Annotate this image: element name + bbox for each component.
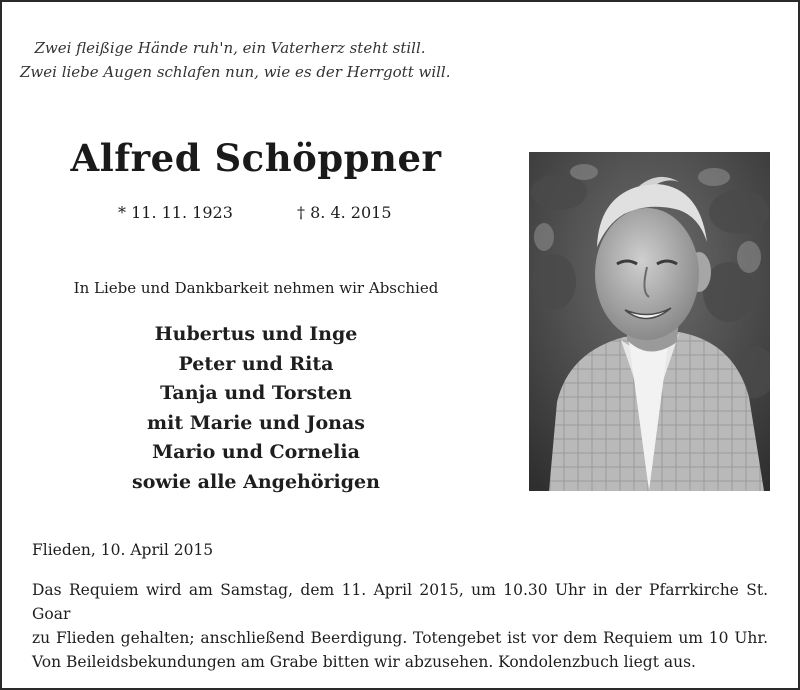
funeral-details [32,578,768,674]
farewell-intro: In Liebe und Dankbarkeit nehmen wir Abschied [73,279,439,297]
mourner: Peter und Rita [178,352,334,375]
poem [20,36,451,84]
poem-line: Zwei liebe Augen schlafen nun, wie es der Herrgott will. [20,63,451,81]
mourner: Hubertus und Inge [154,323,358,345]
poem-line: Zwei fleißige Hände ruh'n, ein Vaterherz steht still. [34,39,426,57]
deceased-name: Alfred Schöppner [70,136,442,180]
mourner: Tanja und Torsten [160,382,352,404]
details-line: Das Requiem wird am Samstag, dem 11. April 2015, um 10.30 Uhr in der Pfarrkirche St. Goar [32,581,768,623]
death-date: † 8. 4. 2015 [297,203,392,222]
details-line: Von Beileidsbekundungen am Grabe bitten wir abzusehen. Kondolenzbuch liegt aus. [32,653,696,671]
place-and-date: Flieden, 10. April 2015 [32,541,214,559]
mourners-list [0,320,512,497]
mourner: Mario und Cornelia [152,441,360,463]
details-line: zu Flieden gehalten; anschließend Beerdigung. Totengebet ist vor dem Requiem um 10 Uhr. [32,629,768,647]
mourner: mit Marie und Jonas [147,411,365,434]
birth-date: * 11. 11. 1923 [118,203,233,222]
mourner: sowie alle Angehörigen [132,470,380,493]
portrait-photo [529,152,770,491]
